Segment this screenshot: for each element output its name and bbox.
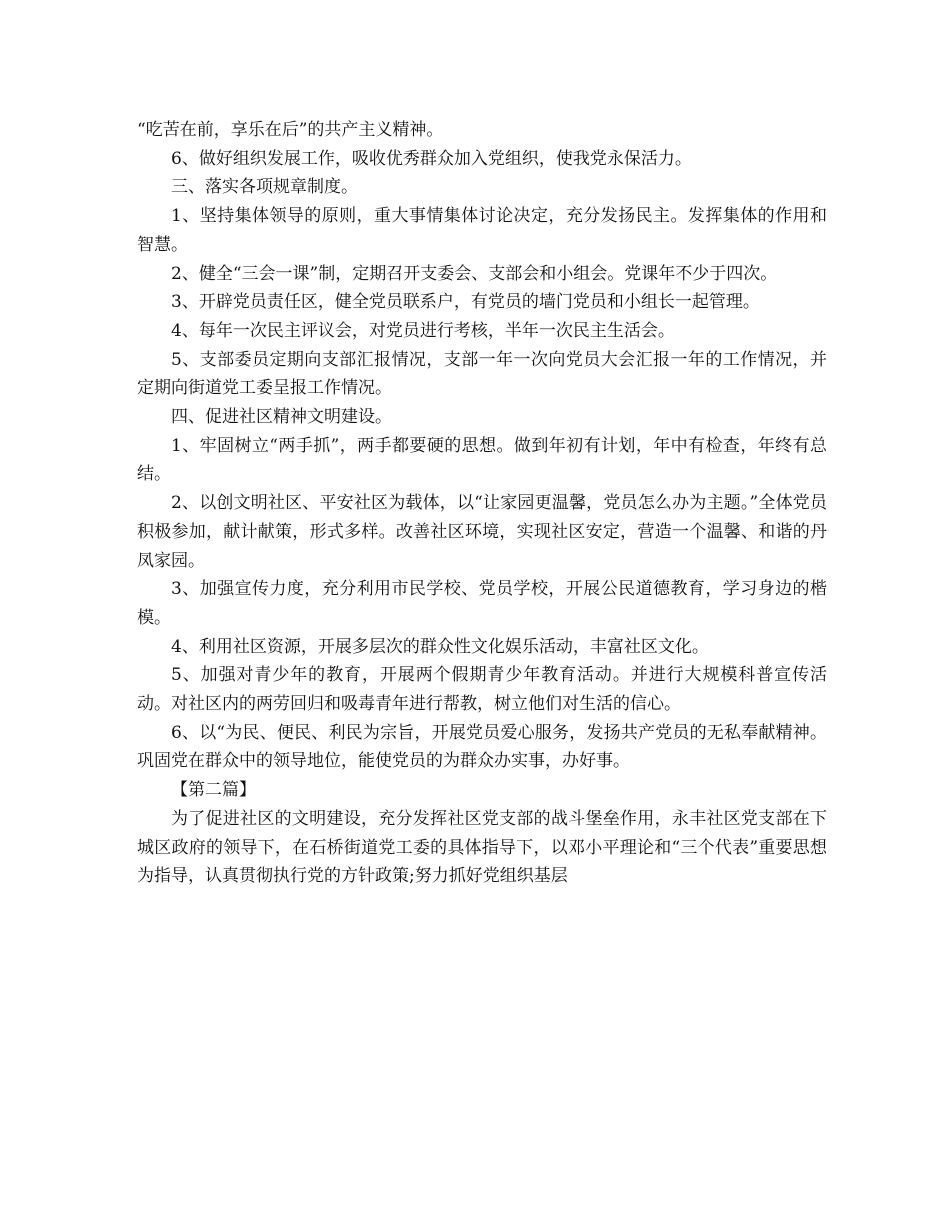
paragraph-item-3-responsibility: 3、开辟党员责任区，健全党员联系户，有党员的墙门党员和小组长一起管理。 — [171, 292, 760, 313]
section-heading-3: 三、落实各项规章制度。 — [171, 177, 358, 198]
paragraph-item-6-organization: 6、做好组织发展工作，吸收优秀群众加入党组织，使我党永保活力。 — [171, 148, 692, 169]
paragraph-item-2-meetings: 2、健全“三会一课”制，定期召开支委会、支部会和小组会。党课年不少于四次。 — [171, 263, 778, 284]
paragraph-item-4-culture: 4、利用社区资源，开展多层次的群众性文化娱乐活动，丰富社区文化。 — [171, 636, 709, 657]
paragraph-continuation: “吃苦在前，享乐在后”的共产主义精神。 — [137, 120, 444, 140]
paragraph-item-1-leadership: 1、坚持集体领导的原则，重大事情集体讨论决定，充分发扬民主。发挥集体的作用和智慧。 — [137, 206, 827, 255]
document-body — [137, 116, 827, 891]
part-heading-second: 【第二篇】 — [171, 780, 256, 801]
paragraph-item-5-youth: 5、加强对青少年的教育，开展两个假期青少年教育活动。并进行大规模科普宣传活动。对社区内的两劳回归和吸毒青年进行帮教，树立他们对生活的信心。 — [137, 665, 827, 715]
paragraph-item-1-planning: 1、牢固树立“两手抓”，两手都要硬的思想。做到年初有计划，年中有检查，年终有总结。 — [137, 435, 827, 485]
paragraph-item-2-community: 2、以创文明社区、平安社区为载体，以“让家园更温馨，党员怎么办为主题。”全体党员积极参加，献计献策，形式多样。改善社区环境，实现社区安定，营造一个温馨、和谐的丹凤家园。 — [137, 493, 827, 571]
paragraph-item-5-reporting: 5、支部委员定期向支部汇报情况，支部一年一次向党员大会汇报一年的工作情况，并定期向街道党工委呈报工作情况。 — [137, 349, 827, 399]
paragraph-item-4-evaluation: 4、每年一次民主评议会，对党员进行考核，半年一次民主生活会。 — [171, 320, 675, 341]
paragraph-item-3-publicity: 3、加强宣传力度，充分利用市民学校、党员学校，开展公民道德教育，学习身边的楷模。 — [137, 579, 827, 628]
paragraph-intro-second: 为了促进社区的文明建设，充分发挥社区党支部的战斗堡垒作用，永丰社区党支部在下城区政府的领导下，在石桥街道党工委的具体指导下，以邓小平理论和“三个代表”重要思想为指导，认真贯彻执行党的方针政策;努力抓好党组织基层 — [137, 808, 827, 887]
section-heading-4: 四、促进社区精神文明建设。 — [171, 407, 392, 428]
paragraph-item-6-service: 6、以“为民、便民、利民为宗旨，开展党员爱心服务，发扬共产党员的无私奉献精神。巩固党在群众中的领导地位，能使党员的为群众办实事，办好事。 — [137, 722, 827, 772]
